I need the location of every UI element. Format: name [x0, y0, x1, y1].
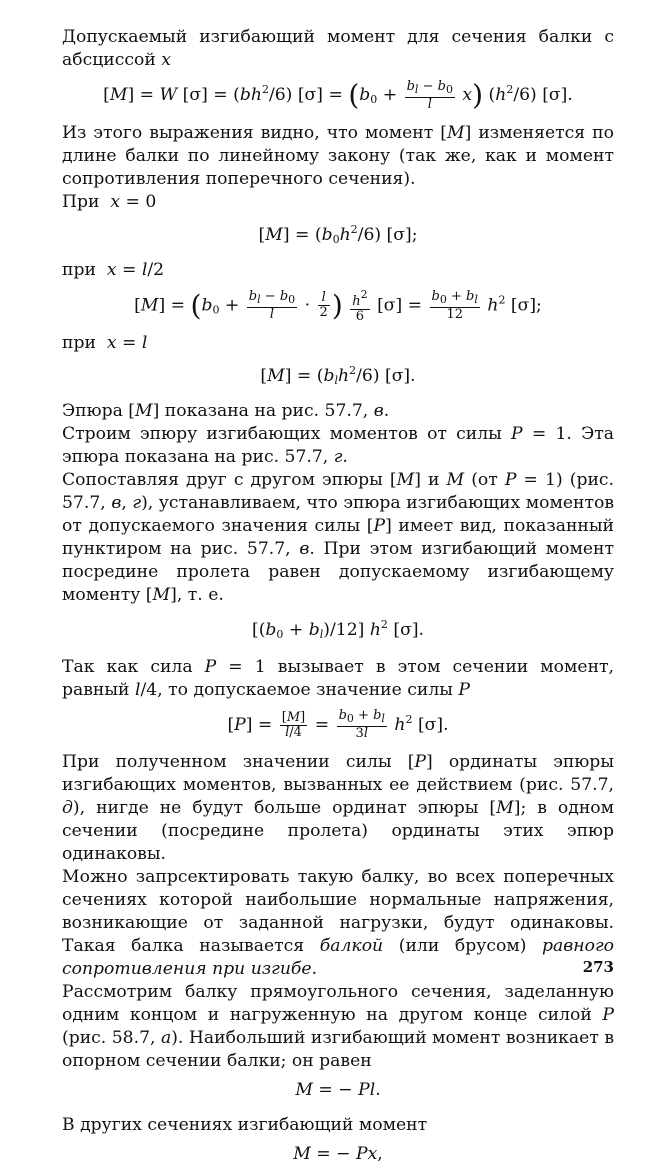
paragraph-force: Так как сила P = 1 вызывает в этом сечении момент, равный l/4, то допускаемое значение силы P [62, 656, 614, 700]
formula-max-moment: M = − Pl. [295, 1080, 381, 1100]
formula-midspan: $[(b_0 + b_l)/12]$ $h^2$ [σ]. [251, 617, 424, 641]
paragraph-equal-resistance: Можно запрсектировать такую балку, во всех поперечных сечениях которой наибольшие нормальные напряжения, возникающие от заданной нагрузки, будут одинаковы. Такая балка называется балкой (или брусом) равного сопротивления при изгибе. [62, 867, 615, 979]
formula-xl: $[M] = (b_lh^2/6)$ [σ]. [260, 363, 416, 387]
paragraph-compare: Сопоставляя друг с другом эпюры [M] и M (от P = 1) (рис. 57.7, в, г), устанавливаем, что эпюра изгибающих моментов от допускаемого значения силы [P] имеет вид, показанный пунктиром на рис. 57.7, в. При этом изгибающий момент посредине пролета равен допускаемому изгибающему моменту [M], т. е. [62, 469, 615, 605]
page-number: 273 [582, 958, 614, 976]
formula-allowable-force: [P] = $\frac{[M]}{l/4}$ = $\frac{b_0 + b_l}{3l}$ $h^2$ [σ]. [227, 708, 449, 741]
formula-moment-x: M = − Px, [293, 1144, 383, 1164]
label-x0: При x = 0 [62, 191, 157, 212]
paragraph-diagram-m: Эпюра [M] показана на рис. 57.7, в. [62, 400, 390, 421]
paragraph-linear-law: Из этого выражения видно, что момент [M] изменяется по длине балки по линейному закону (так же, как и момент сопротивления поперечного сечения). [62, 122, 614, 189]
paragraph-other-sections: В других сечениях изгибающий момент [62, 1115, 428, 1135]
paragraph-cantilever: Рассмотрим балку прямоугольного сечения, заделанную одним концом и нагруженную на другом конце силой P (рис. 58.7, а). Наибольший изгибающий момент возникает в опорном сечении балки; он равен [62, 982, 614, 1071]
paragraph-allowable-moment: Допускаемый изгибающий момент для сечения балки с абсциссой x [62, 27, 614, 70]
page-body [62, 26, 614, 1166]
formula-x0: $[M] = (b_0h^2/6)$ [σ]; [258, 222, 418, 246]
paragraph-diagram-p1: Строим эпюру изгибающих моментов от силы P = 1. Эта эпюра показана на рис. 57.7, г. [62, 423, 614, 467]
paragraph-ordinates: При полученном значении силы [P] ординаты эпюры изгибающих моментов, вызванных ее действием (рис. 57.7, д), нигде не будут больше ординат эпюры [M]; в одном сечении (посредине пролета) ординаты этих эпюр одинаковы. [62, 752, 615, 864]
label-xl: при x = l [62, 332, 148, 353]
formula-xl2: $[M] = (b_0$ + $\frac{b_l - b_0}{l}$ · $\frac{l}{2}$ ) $\frac{h^2}{6}$ [σ] = $\frac{b_0 + b_l}{12}$ $h^2$ [σ]; [134, 287, 542, 324]
label-xl2: при x = l/2 [62, 259, 165, 280]
formula-allowable-moment: [M] = W $[\sigma] = (bh^2/6) [\sigma] = (b_0$ + $\frac{b_l - b_0}{l}$ x) $(h^2/6)$ [σ]. [103, 78, 573, 112]
